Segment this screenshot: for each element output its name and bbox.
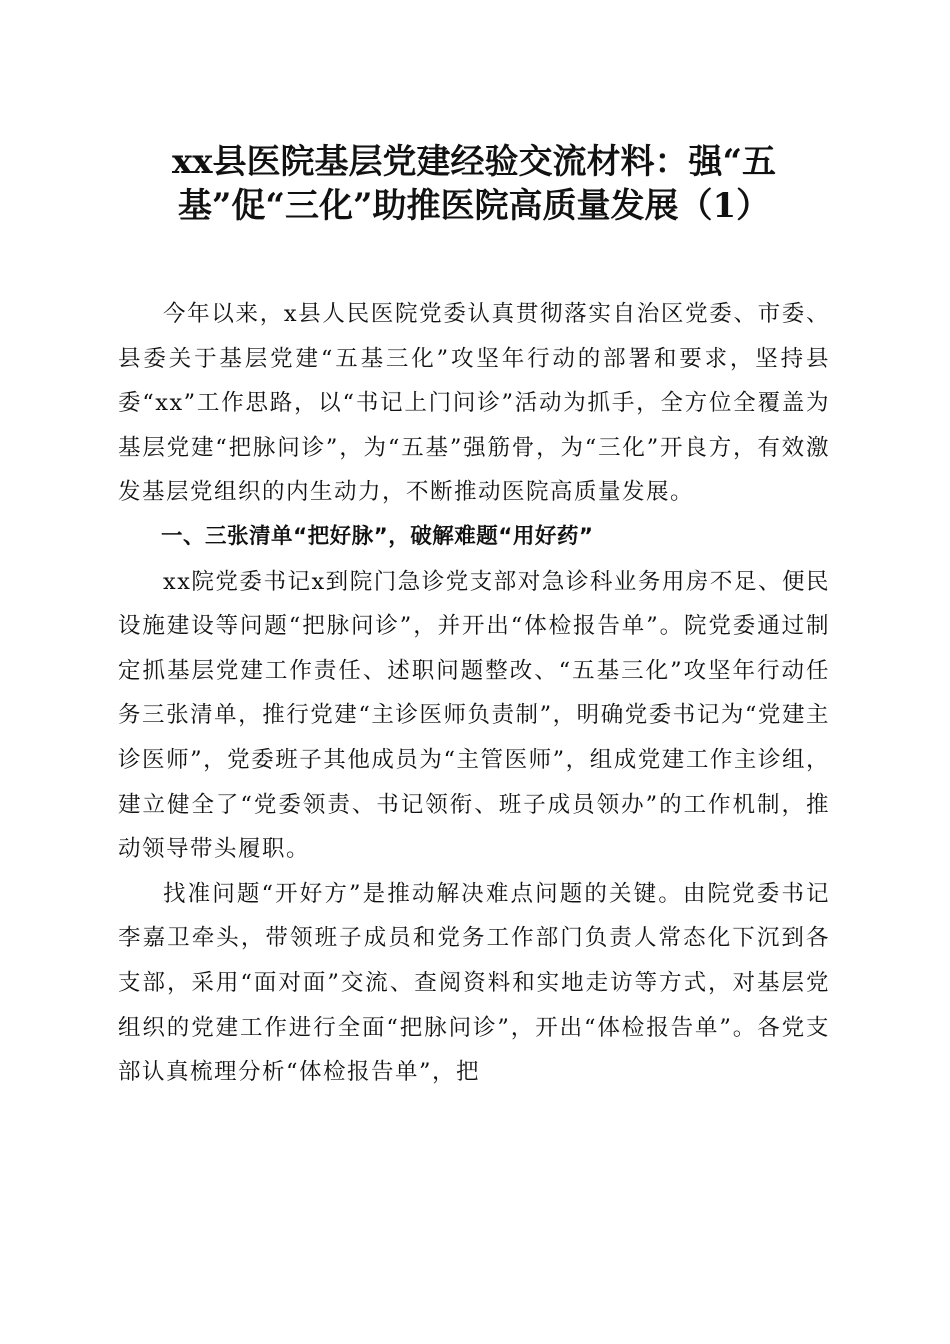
paragraph-section1-a: xx院党委书记x到院门急诊党支部对急诊科业务用房不足、便民设施建设等问题“把脉问诊”，并开出“体检报告单”。院党委通过制定抓基层党建工作责任、述职问题整改、“五基三化”攻坚年行动任务三张清单，推行党建“主诊医师负责制”，明确党委书记为“党建主诊医师”，党委班子其他成员为“主管医师”，组成党建工作主诊组，建立健全了“党委领责、书记领衔、班子成员领办”的工作机制，推动领导带头履职。 bbox=[118, 568, 830, 863]
document-page bbox=[118, 128, 830, 1095]
title-line-1: xx县医院基层党建经验交流材料：强“五 bbox=[171, 142, 777, 182]
title-line-2: 基”促“三化”助推医院高质量发展（1） bbox=[177, 186, 771, 226]
paragraph-intro: 今年以来，x县人民医院党委认真贯彻落实自治区党委、市委、县委关于基层党建“五基三化”攻坚年行动的部署和要求，坚持县委“xx”工作思路，以“书记上门问诊”活动为抓手，全方位全覆盖为基层党建“把脉问诊”，为“五基”强筋骨，为“三化”开良方，有效激发基层党组织的内生动力，不断推动医院高质量发展。 bbox=[118, 301, 830, 506]
section-heading-1: 一、三张清单“把好脉”，破解难题“用好药” bbox=[161, 523, 594, 549]
paragraph-section1-b: 找准问题“开好方”是推动解决难点问题的关键。由院党委书记李嘉卫牵头，带领班子成员和党务工作部门负责人常态化下沉到各支部，采用“面对面”交流、查阅资料和实地走访等方式，对基层党组织的党建工作进行全面“把脉问诊”，开出“体检报告单”。各党支部认真梳理分析“体检报告单”，把 bbox=[118, 880, 830, 1086]
document-title bbox=[118, 140, 830, 228]
